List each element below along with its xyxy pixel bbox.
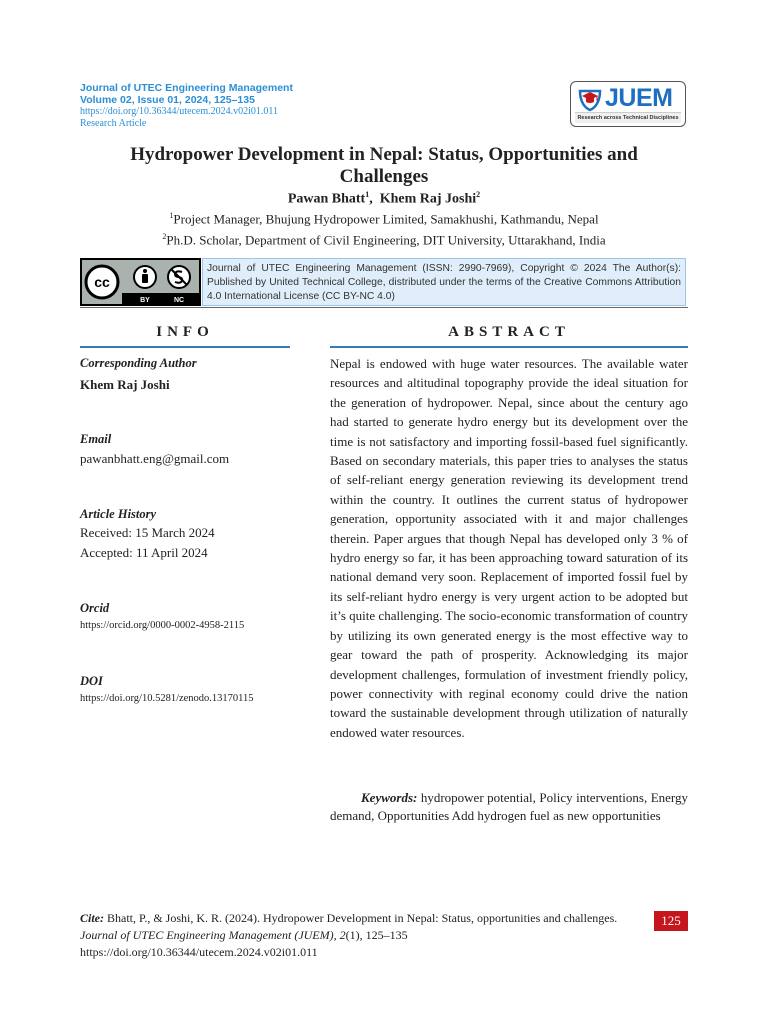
article-type: Research Article	[80, 118, 147, 129]
author-2: Khem Raj Joshi	[379, 191, 477, 207]
title-line-1: Hydropower Development in Nepal: Status, Opportunities and	[130, 144, 638, 165]
cite-journal: Journal of UTEC Engineering Management	[80, 928, 292, 942]
cite-label: Cite:	[80, 911, 104, 925]
abstract-text: Nepal is endowed with huge water resources. The available water resources and altitudinal topography provide the ideal situation for the generation of hydropower. Nepal, since about the century ago had started to generate hydro energy but its development over the time is not satisfactory and importing fossil-based fuel significantly. Based on secondary materials, this paper tries to analyses the status of self-reliant energy generation reviewing its development trend within the country. It outlines the current status of hydropower generation, opportunity associated with it and major challenges therein. Paper argues that though Nepal has developed only 3 % of hydro energy so far, it has been approaching toward saturation of its national demand very soon. Replacement of imported fossil fuel by its self-reliant hydro energy is very urgent action to be adopted but it’s quite challenging. The socio-economic transformation of country by utilizing its own generated energy is the most effective way to gear toward the path of prosperity. Acknowledging its major development challenges, formulation of investment friendly policy, power connectivity with reginal economy could drive the nation toward the sustainable development through utilization of naturally endowed water resources.	[330, 356, 688, 740]
cite-volume: 2	[339, 928, 346, 942]
keywords-text: hydropower potential, Policy interventions, Energy demand, Opportunities Add hydrogen fuel as new opportunities	[330, 790, 689, 823]
corresponding-author-value: Khem Raj Joshi	[80, 377, 170, 392]
logo-text: JUEM	[605, 84, 673, 112]
title-line-2: Challenges	[339, 166, 429, 187]
email-label: Email	[80, 432, 112, 446]
corresponding-author-label: Corresponding Author	[80, 356, 197, 370]
cc-label: cc	[94, 274, 110, 290]
orcid-label: Orcid	[80, 601, 110, 615]
email-value[interactable]: pawanbhatt.eng@gmail.com	[80, 451, 230, 466]
affiliation-1-sup: 1	[169, 211, 174, 220]
affiliation-2	[80, 232, 688, 248]
received-date: Received: 15 March 2024	[80, 525, 215, 540]
keywords	[330, 789, 688, 824]
author-2-sup: 2	[476, 190, 481, 199]
paper-title	[80, 144, 688, 188]
nc-label: NC	[173, 297, 185, 304]
article-history-label: Article History	[80, 507, 157, 521]
divider	[80, 307, 688, 308]
cite-abbr: JUEM	[298, 928, 330, 942]
by-label: BY	[140, 297, 150, 304]
graduation-cap-icon	[577, 86, 603, 112]
page-number: 125	[654, 911, 688, 931]
info-heading: INFO	[156, 324, 214, 340]
journal-doi-link[interactable]: https://doi.org/10.36344/utecem.2024.v02i01.011	[80, 106, 279, 117]
affiliation-1-text: Project Manager, Bhujung Hydropower Limited, Samakhushi, Kathmandu, Nepal	[173, 211, 599, 227]
author-1: Pawan Bhatt	[287, 191, 366, 207]
license-bar	[80, 258, 688, 308]
authors: Pawan Bhatt$^1$, Khem Raj Joshi$^2$	[287, 190, 481, 207]
author-1-sup: 1	[365, 190, 370, 199]
orcid-link[interactable]: https://orcid.org/0000-0002-4958-2115	[80, 620, 245, 631]
citation: Cite: Bhatt, P., & Joshi, K. R. (2024). Hydropower Development in Nepal: Status, opportunities and challenges. Journal of UTEC Engineering Management (JUEM), 2(1), 125–135 https://doi.org/10.36344/utecem.2024.v02i01.011	[80, 911, 618, 959]
journal-name: Journal of UTEC Engineering Management	[80, 82, 293, 94]
info-divider	[80, 346, 290, 348]
cc-by-nc-badge[interactable]	[80, 258, 201, 306]
abstract-heading: ABSTRACT	[448, 324, 570, 340]
abstract-divider	[330, 346, 688, 348]
journal-header	[80, 82, 293, 130]
doi-label: DOI	[80, 674, 103, 688]
logo-tagline: Research across Technical Disciplines	[575, 112, 681, 123]
keywords-label: Keywords:	[361, 790, 418, 805]
affiliation-2-text: Ph.D. Scholar, Department of Civil Engineering, DIT University, Uttarakhand, India	[166, 232, 606, 248]
accepted-date: Accepted: 11 April 2024	[80, 545, 208, 560]
journal-logo	[570, 81, 686, 127]
journal-volume: Volume 02, Issue 01, 2024, 125–135	[80, 94, 255, 106]
cite-rest: (1), 125–135 https://doi.org/10.36344/utecem.2024.v02i01.011	[80, 928, 408, 959]
license-text: Journal of UTEC Engineering Management (ISSN: 2990-7969), Copyright © 2024 The Author(s): Published by United Technical College, distributed under the terms of the Creative Commons Attribution 4.0 International License (CC BY-NC 4.0)	[202, 258, 686, 306]
affiliation-2-sup: 2	[162, 232, 167, 241]
affiliation-1	[80, 211, 688, 227]
creative-commons-icon	[82, 260, 199, 304]
cite-text: Bhatt, P., & Joshi, K. R. (2024). Hydropower Development in Nepal: Status, opportunities and challenges.	[107, 911, 618, 925]
doi-link[interactable]: https://doi.org/10.5281/zenodo.13170115	[80, 693, 254, 704]
